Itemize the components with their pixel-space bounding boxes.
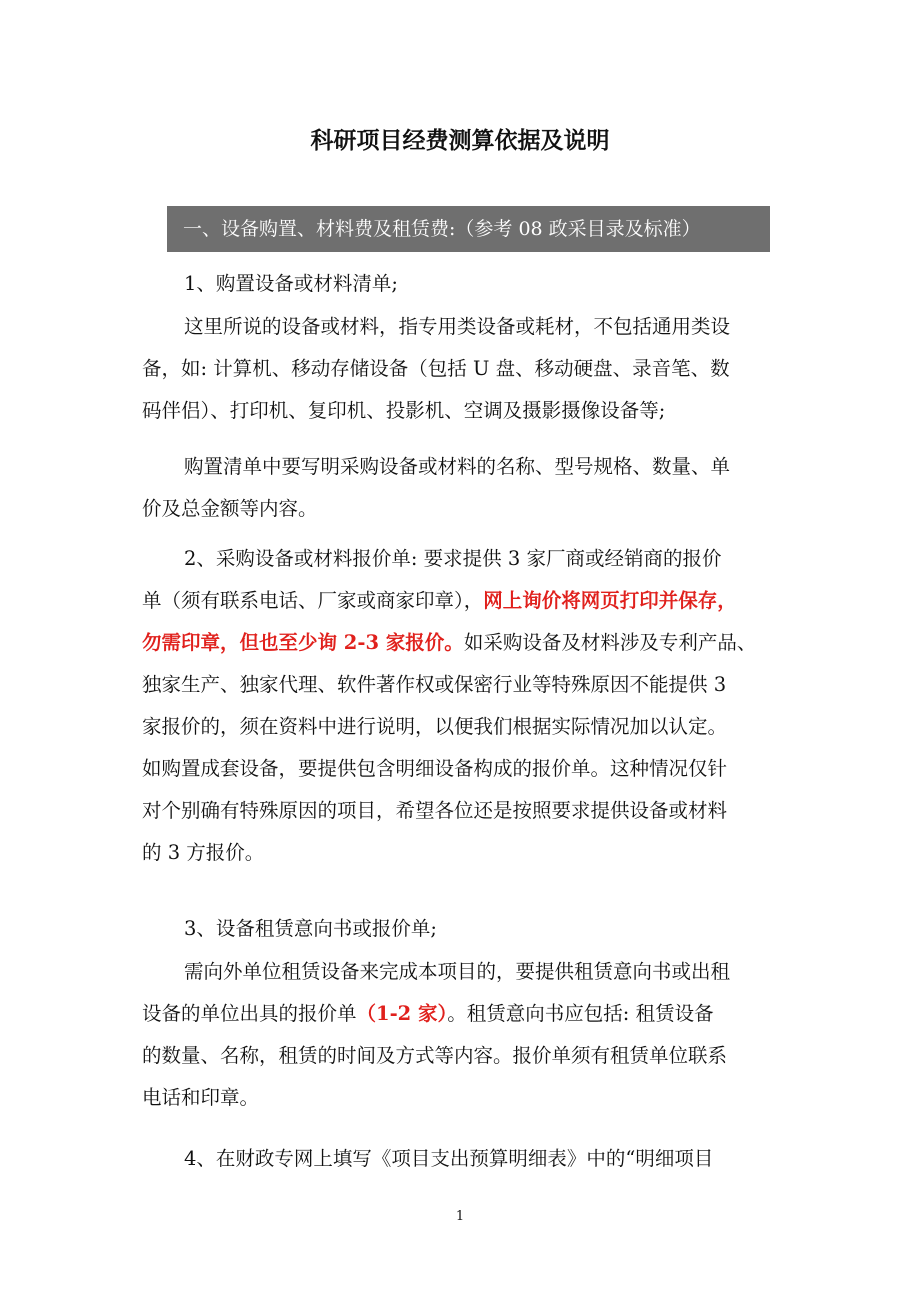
item3-heading (142, 908, 782, 950)
text-line (142, 993, 782, 1035)
page-number: 1 (455, 1209, 465, 1224)
text-line (142, 622, 782, 664)
item4-paragraph (142, 1138, 782, 1180)
text-span: 如采购设备及材料涉及专利产品、 (463, 631, 757, 654)
text-span: 设备的单位出具的报价单 (142, 1002, 357, 1025)
text-line: 如购置成套设备，要提供包含明细设备构成的报价单。这种情况仅针 (142, 757, 728, 780)
text-span: 单（须有联系电话、厂家或商家印章）， (142, 589, 484, 612)
text-line: 的 3 方报价。 (142, 841, 265, 864)
text-line: 价及总金额等内容。 (142, 497, 318, 520)
text-line: 对个别确有特殊原因的项目，希望各位还是按照要求提供设备或材料 (142, 799, 728, 822)
text-line: 这里所说的设备或材料，指专用类设备或耗材，不包括通用类设 (184, 315, 731, 338)
item1-paragraph-1 (142, 306, 782, 432)
text-line (142, 580, 782, 622)
page-title: 科研项目经费测算依据及说明 (310, 128, 610, 154)
section-heading-equipment: 一、设备购置、材料费及租赁费:（参考 08 政采目录及标准） (167, 206, 770, 252)
text-line: 独家生产、独家代理、软件著作权或保密行业等特殊原因不能提供 3 (142, 673, 727, 696)
item1-heading-text: 1、购置设备或材料清单; (184, 272, 398, 295)
text-line: 2、采购设备或材料报价单: 要求提供 3 家厂商或经销商的报价 (184, 547, 722, 570)
item1-paragraph-2 (142, 446, 782, 530)
text-line: 备，如: 计算机、移动存储设备（包括 U 盘、移动硬盘、录音笔、数 (142, 357, 730, 380)
text-line: 需向外单位租赁设备来完成本项目的，要提供租赁意向书或出租 (184, 960, 731, 983)
text-line: 的数量、名称，租赁的时间及方式等内容。报价单须有租赁单位联系 (142, 1044, 728, 1067)
item2-paragraph (142, 538, 782, 874)
text-line: 家报价的，须在资料中进行说明，以便我们根据实际情况加以认定。 (142, 715, 728, 738)
text-span: 。租赁意向书应包括: 租赁设备 (447, 1002, 714, 1025)
text-line: 电话和印章。 (142, 1086, 260, 1109)
item3-heading-text: 3、设备租赁意向书或报价单; (184, 917, 437, 940)
item3-paragraph (142, 951, 782, 1119)
text-line: 码伴侣）、打印机、复印机、投影机、空调及摄影摄像设备等; (142, 399, 666, 422)
text-line: 4、在财政专网上填写《项目支出预算明细表》中的“明细项目 (184, 1147, 714, 1170)
highlight-text: 网上询价将网页打印并保存， (483, 589, 737, 612)
item1-heading (142, 263, 782, 305)
highlight-text: （1-2 家） (356, 1002, 448, 1025)
text-line: 购置清单中要写明采购设备或材料的名称、型号规格、数量、单 (184, 455, 731, 478)
highlight-text: 勿需印章，但也至少询 2-3 家报价。 (142, 631, 464, 654)
